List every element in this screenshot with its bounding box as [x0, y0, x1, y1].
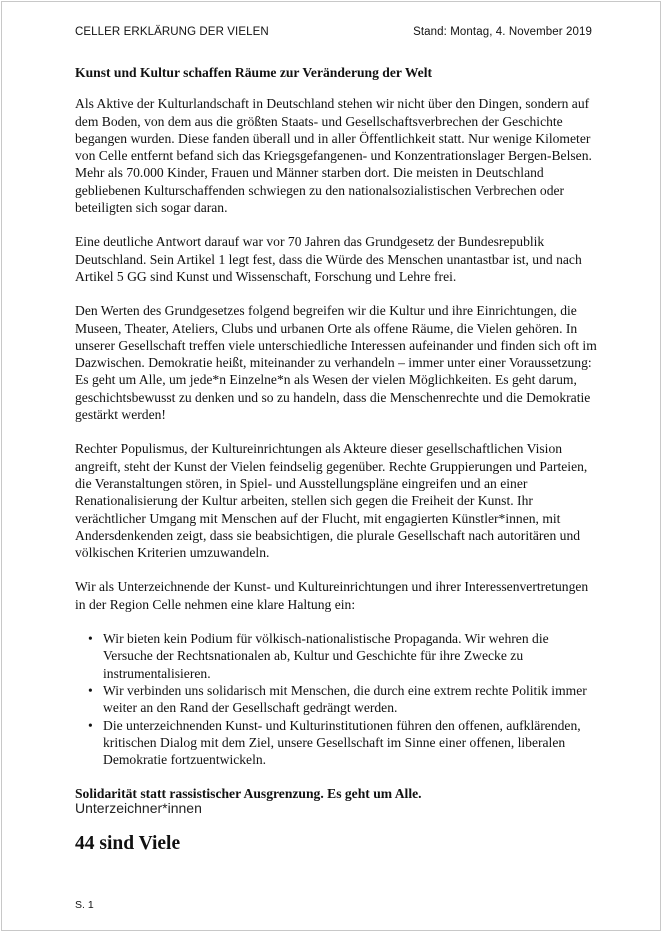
list-item-text: Die unterzeichnenden Kunst- und Kulturinstitutionen führen den offenen, aufklärenden, kritischen Dialog mit dem Ziel, unsere Gesellschaft im Sinne einer offenen, liberalen Demokratie fortzuentwickeln.	[103, 717, 581, 768]
document-title: Kunst und Kultur schaffen Räume zur Veränderung der Welt	[75, 65, 433, 80]
paragraph: Als Aktive der Kulturlandschaft in Deutschland stehen wir nicht über den Dingen, sondern auf dem Boden, von dem aus die größten Staats- und Gesellschaftsverbrechen der Geschichte begangen wurden. Diese fanden überall und in aller Öffentlichkeit statt. Nur wenige Kilometer von Celle entfernt befand sich das Kriegsgefangenen- und Konzentrationslager Bergen-Belsen. Mehr als 70.000 Kinder, Frauen und Männer starben dort. Die meisten in Deutschland gebliebenen Kulturschaffenden schwiegen zu den nationalsozialistischen Verbrechen oder beteiligten sich sogar daran.	[75, 96, 592, 216]
list-item	[75, 682, 600, 717]
page-header	[75, 26, 592, 38]
paragraph: Den Werten des Grundgesetzes folgend begreifen wir die Kultur und ihre Einrichtungen, die Museen, Theater, Ateliers, Clubs und urbanen Orte als offene Räume, die Vielen gehören. In unserer Gesellschaft treffen viele unterschiedliche Interessen aufeinander und finden sich oft im Dazwischen. Demokratie heißt, miteinander zu verhandeln – immer unter einer Voraussetzung: Es geht um Alle, um jede*n Einzelne*n als Wesen der vielen Möglichkeiten. Es geht darum, geschichtsbewusst zu denken und so zu handeln, dass die Menschenrechte und die Demokratie gestärkt werden!	[75, 303, 597, 423]
document-body	[75, 64, 600, 820]
closing-statement: Solidarität statt rassistischer Ausgrenzung. Es geht um Alle.	[75, 786, 422, 802]
signatories-heading: 44 sind Viele	[75, 833, 181, 854]
bullet-icon: •	[88, 717, 93, 733]
paragraph: Rechter Populismus, der Kultureinrichtungen als Akteure dieser gesellschaftlichen Vision angreift, steht der Kunst der Vielen feindselig gegenüber. Rechte Gruppierungen und Parteien, die Veranstaltungen stören, in Spiel- und Ausstellungspläne eingreifen und an einer Renationalisierung der Kultur arbeiten, stellen sich gegen die Freiheit der Kunst. Ihr verächtlicher Umgang mit Menschen auf der Flucht, mit engagierten Künstler*innen, mit Andersdenkenden zeigt, dass sie beabsichtigen, die plurale Gesellschaft nach autoritären und völkischen Kriterien umzuwandeln.	[75, 441, 588, 561]
list-item-text: Wir verbinden uns solidarisch mit Menschen, die durch eine extrem rechte Politik immer weiter an den Rand der Gesellschaft gedrängt werden.	[103, 682, 587, 716]
paragraph: Eine deutliche Antwort darauf war vor 70 Jahren das Grundgesetz der Bundesrepublik Deutschland. Sein Artikel 1 legt fest, dass die Würde des Menschen unantastbar ist, und nach Artikel 5 GG sind Kunst und Wissenschaft, Forschung und Lehre frei.	[75, 234, 582, 284]
header-date: Stand: Montag, 4. November 2019	[413, 26, 592, 38]
list-item	[75, 630, 600, 682]
signatories-label: Unterzeichner*innen	[75, 800, 202, 816]
page-number: S. 1	[75, 899, 94, 911]
bullet-icon: •	[88, 682, 93, 698]
header-title: CELLER ERKLÄRUNG DER VIELEN	[75, 26, 269, 38]
bullet-icon: •	[88, 631, 93, 647]
commitment-list	[75, 630, 600, 768]
list-item	[75, 717, 600, 769]
list-item-text: Wir bieten kein Podium für völkisch-nationalistische Propaganda. Wir wehren die Versuche der Rechtsnationalen ab, Kultur und Geschichte für ihre Zwecke zu instrumentalisieren.	[103, 631, 549, 681]
paragraph: Wir als Unterzeichnende der Kunst- und Kultureinrichtungen und ihrer Interessenvertretungen in der Region Celle nehmen eine klare Haltung ein:	[75, 579, 589, 612]
